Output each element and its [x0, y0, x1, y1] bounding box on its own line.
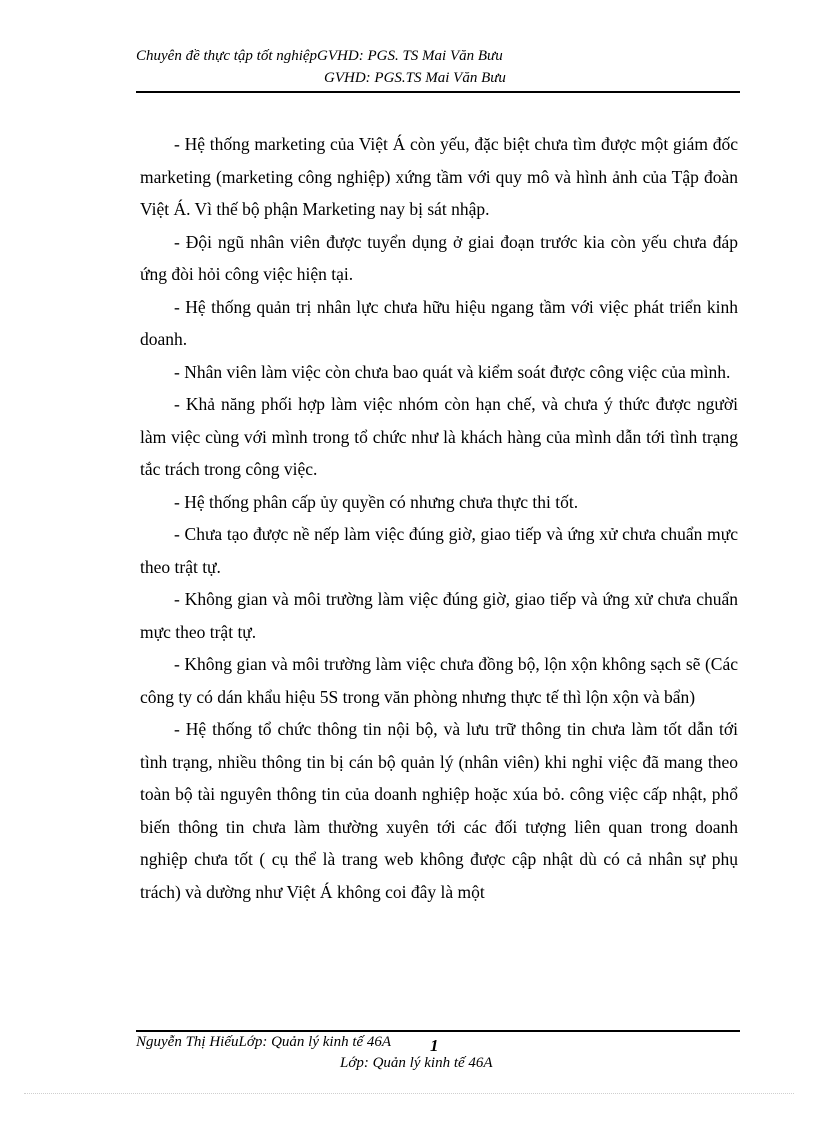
paragraph-delegation: - Hệ thống phân cấp ủy quyền có nhưng chưa thực thi tốt.	[174, 491, 579, 512]
paragraph-teamwork: - Khả năng phối hợp làm việc nhóm còn hạn chế, và chưa ý thức được người làm việc cùng với mình trong tổ chức như là khách hàng của mình dẫn tới tình trạng tắc trách trong công việc.	[140, 394, 738, 479]
paragraph-discipline: - Chưa tạo được nề nếp làm việc đúng giờ, giao tiếp và ứng xử chưa chuẩn mực theo trật tự.	[140, 524, 738, 577]
page-bottom-divider	[24, 1093, 794, 1094]
paragraph-staff: - Đội ngũ nhân viên được tuyển dụng ở giai đoạn trước kia còn yếu chưa đáp ứng đòi hỏi công việc hiện tại.	[140, 231, 738, 284]
footer-class: Lớp: Quản lý kinh tế 46A	[340, 1055, 493, 1071]
page-number: 1	[430, 1036, 439, 1055]
footer-author-class: Nguyễn Thị HiếuLớp: Quản lý kinh tế 46A	[136, 1034, 392, 1050]
header-running-title: Chuyên đề thực tập tốt nghiệpGVHD: PGS. TS Mai Văn Bưu	[136, 48, 503, 64]
footer-rule	[136, 1030, 740, 1032]
header-advisor: GVHD: PGS.TS Mai Văn Bưu	[324, 70, 506, 86]
paragraph-workspace-1: - Không gian và môi trường làm việc đúng giờ, giao tiếp và ứng xử chưa chuẩn mực theo trật tự.	[140, 589, 738, 642]
paragraph-workspace-2: - Không gian và môi trường làm việc chưa đồng bộ, lộn xộn không sạch sẽ (Các công ty có dán khẩu hiệu 5S trong văn phòng nhưng thực tế thì lộn xộn và bẩn)	[140, 654, 738, 707]
paragraph-marketing: - Hệ thống marketing của Việt Á còn yếu, đặc biệt chưa tìm được một giám đốc marketing (marketing công nghiệp) xứng tầm với quy mô và hình ảnh của Tập đoàn Việt Á. Vì thế bộ phận Marketing nay bị sát nhập.	[140, 134, 738, 219]
document-body	[140, 128, 738, 908]
paragraph-information: - Hệ thống tổ chức thông tin nội bộ, và lưu trữ thông tin chưa làm tốt dẫn tới tình trạng, nhiều thông tin bị cán bộ quản lý (nhân viên) khi nghỉ việc đã mang theo toàn bộ tài nguyên thông tin của doanh nghiệp hoặc xúa bỏ. công việc cấp nhật, phổ biến thông tin chưa làm thường xuyên tới các đối tượng liên quan trong doanh nghiệp chưa tốt ( cụ thể là trang web không được cập nhật dù có cả nhân sự phụ trách) và dường như Việt Á không coi đây là một	[140, 719, 738, 902]
header-rule	[136, 91, 740, 93]
paragraph-work-control: - Nhân viên làm việc còn chưa bao quát và kiểm soát được công việc của mình.	[174, 361, 731, 382]
paragraph-hr-management: - Hệ thống quản trị nhân lực chưa hữu hiệu ngang tầm với việc phát triển kinh doanh.	[140, 296, 738, 349]
